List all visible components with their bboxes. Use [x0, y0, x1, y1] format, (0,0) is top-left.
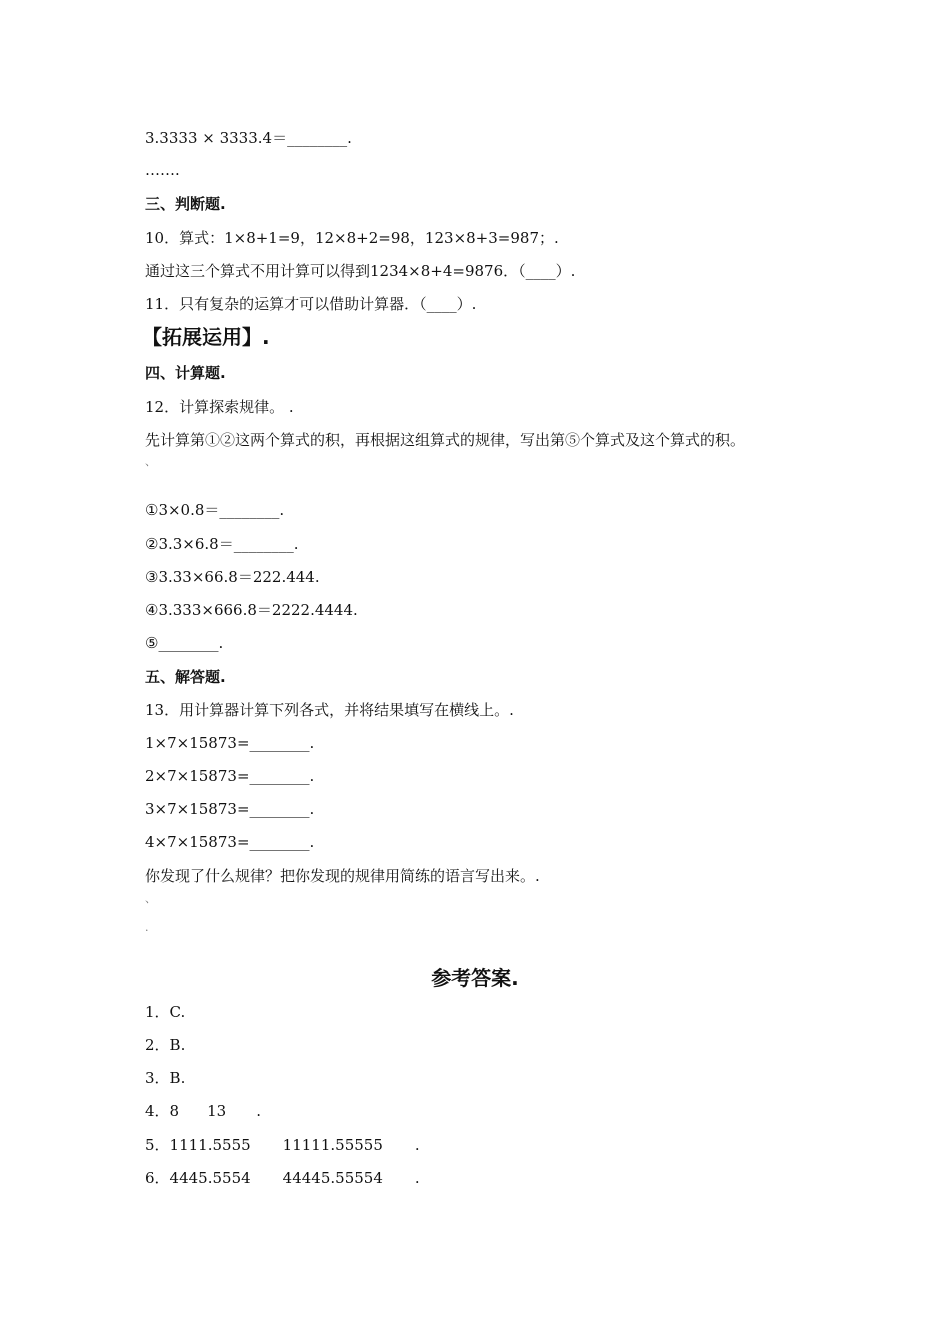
question-12-desc: 先计算第①②这两个算式的积，再根据这组算式的规律，写出第⑤个算式及这个算式的积。: [145, 431, 746, 449]
answer-6-first: 6．4445.5554: [145, 1169, 251, 1187]
question-11: 11．只有复杂的运算才可以借助计算器．（____）.: [145, 295, 477, 313]
q13-item-2: 2×7×15873=________.: [145, 767, 315, 785]
answer-5: [145, 1135, 420, 1155]
paragraph-mark: 、: [145, 892, 156, 905]
question-12: 12．计算探索规律。 .: [145, 398, 294, 416]
answer-5-end: .: [414, 1136, 420, 1154]
section3-heading: 三、判断题.: [145, 195, 226, 213]
q12-item-5: ⑤________.: [145, 634, 224, 652]
q13-item-1: 1×7×15873=________.: [145, 734, 315, 752]
answer-6: [145, 1168, 420, 1188]
q12-item-1: ①3×0.8＝________.: [145, 501, 285, 519]
answer-5-first: 5．1111.5555: [145, 1136, 251, 1154]
answer-4-second: 13: [207, 1102, 227, 1120]
answer-4-first: 4．8: [145, 1102, 180, 1120]
q12-item-3: ③3.33×66.8＝222.444.: [145, 568, 320, 586]
paragraph-mark: 、: [145, 455, 156, 468]
q12-item-2: ②3.3×6.8＝________.: [145, 535, 299, 553]
answers-title: 参考答案.: [431, 966, 519, 990]
extension-heading: 【拓展运用】.: [142, 325, 270, 349]
q12-item-4: ④3.333×666.8＝2222.4444.: [145, 601, 358, 619]
answer-5-second: 11111.55555: [282, 1136, 383, 1154]
top-ellipsis: …….: [145, 161, 180, 179]
answer-3: 3．B.: [145, 1069, 186, 1087]
question-10b: 通过这三个算式不用计算可以得到1234×8+4=9876．（____）.: [145, 262, 576, 280]
question-13: 13．用计算器计算下列各式，并将结果填写在横线上。.: [145, 701, 514, 719]
q13-question: 你发现了什么规律？把你发现的规律用简练的语言写出来。.: [145, 867, 540, 885]
answer-2: 2．B.: [145, 1036, 186, 1054]
answer-4: [145, 1101, 261, 1121]
answer-6-end: .: [414, 1169, 420, 1187]
section4-heading: 四、计算题.: [145, 364, 226, 382]
question-10a: 10．算式：1×8+1=9，12×8+2=98，123×8+3=987；.: [145, 229, 559, 247]
q13-item-3: 3×7×15873=________.: [145, 800, 315, 818]
answer-1: 1．C.: [145, 1003, 186, 1021]
top-formula: 3.3333 × 3333.4＝________.: [145, 129, 352, 147]
q13-item-4: 4×7×15873=________.: [145, 833, 315, 851]
answer-6-second: 44445.55554: [282, 1169, 383, 1187]
answer-4-end: .: [256, 1102, 261, 1120]
paragraph-mark: .: [145, 921, 149, 934]
section5-heading: 五、解答题.: [145, 668, 226, 686]
